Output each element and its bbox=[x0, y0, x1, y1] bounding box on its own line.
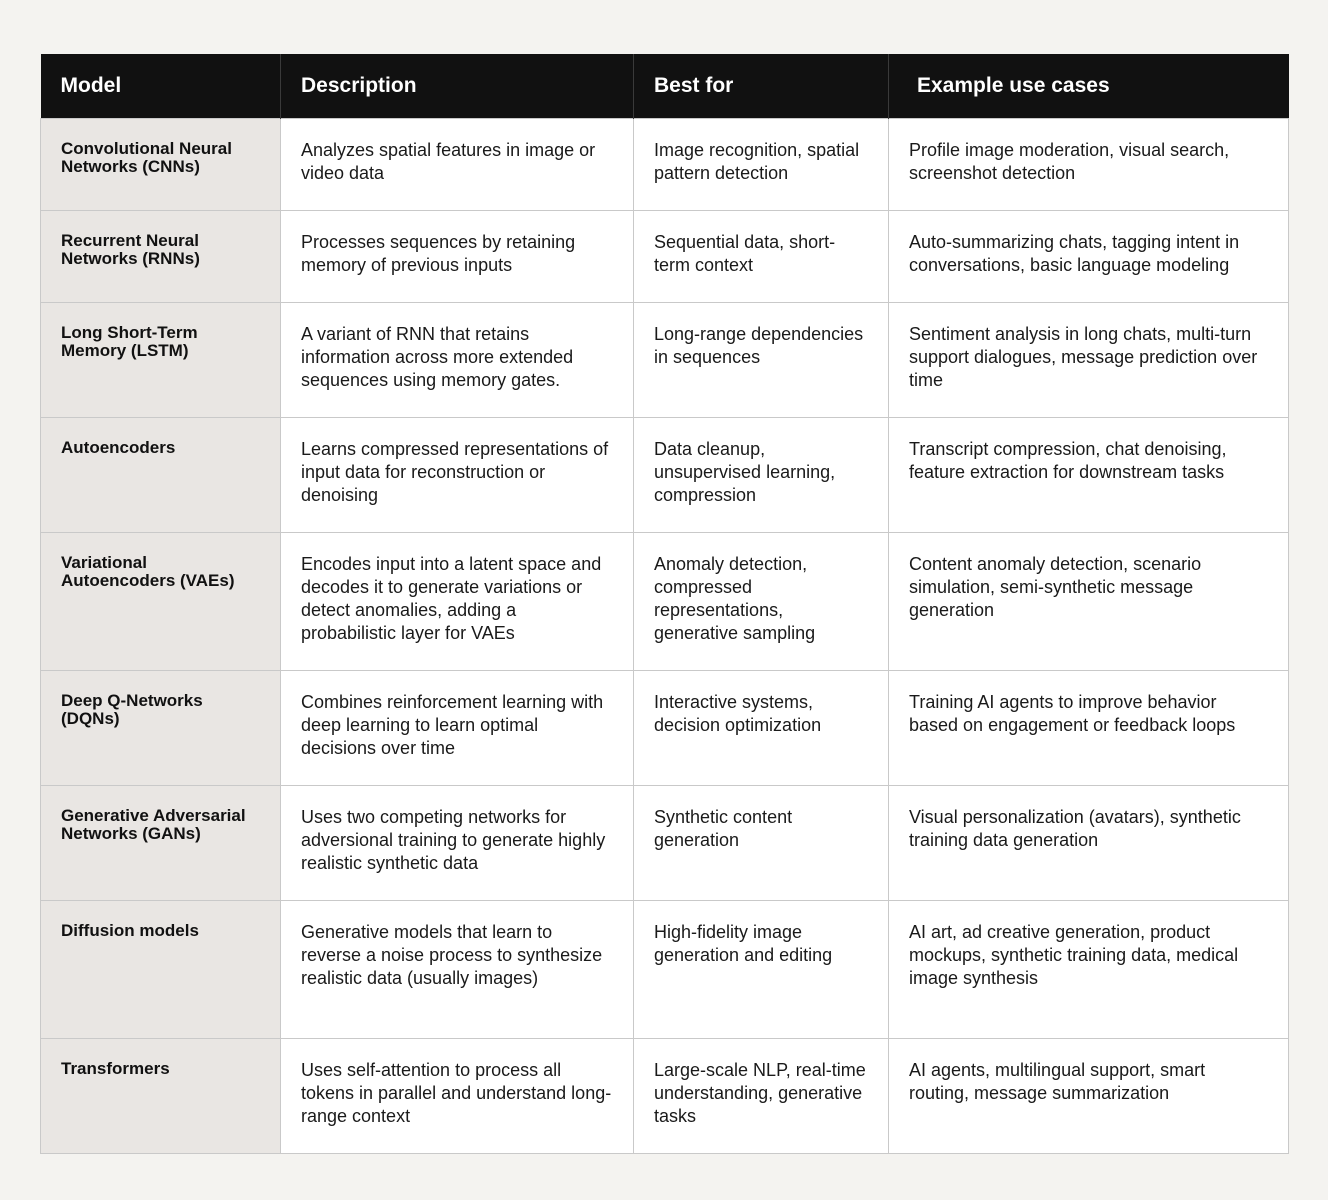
table-row bbox=[41, 1039, 1289, 1154]
cell-best-for: Data cleanup, unsupervised learning, compression bbox=[634, 418, 889, 533]
table-row bbox=[41, 786, 1289, 901]
cell-best-for: Sequential data, short-term context bbox=[634, 211, 889, 303]
models-table bbox=[40, 54, 1289, 1154]
cell-use-cases: AI art, ad creative generation, product mockups, synthetic training data, medical image synthesis bbox=[889, 901, 1289, 1039]
cell-model: Generative Adversarial Networks (GANs) bbox=[41, 786, 281, 901]
cell-description: Encodes input into a latent space and decodes it to generate variations or detect anomalies, adding a probabilistic layer for VAEs bbox=[281, 533, 634, 671]
header-row bbox=[41, 54, 1289, 119]
cell-description: Analyzes spatial features in image or video data bbox=[281, 119, 634, 211]
cell-use-cases: Visual personalization (avatars), synthetic training data generation bbox=[889, 786, 1289, 901]
table-row bbox=[41, 533, 1289, 671]
cell-use-cases: Sentiment analysis in long chats, multi-turn support dialogues, message prediction over time bbox=[889, 303, 1289, 418]
cell-model: Autoencoders bbox=[41, 418, 281, 533]
cell-use-cases: Auto-summarizing chats, tagging intent in conversations, basic language modeling bbox=[889, 211, 1289, 303]
cell-best-for: Anomaly detection, compressed representations, generative sampling bbox=[634, 533, 889, 671]
header-example-use-cases: Example use cases bbox=[889, 54, 1289, 119]
cell-best-for: Image recognition, spatial pattern detection bbox=[634, 119, 889, 211]
cell-description: Learns compressed representations of input data for reconstruction or denoising bbox=[281, 418, 634, 533]
cell-model: Long Short-Term Memory (LSTM) bbox=[41, 303, 281, 418]
table-row bbox=[41, 901, 1289, 1039]
table-header bbox=[41, 54, 1289, 119]
header-best-for: Best for bbox=[634, 54, 889, 119]
table-row bbox=[41, 671, 1289, 786]
table-row bbox=[41, 418, 1289, 533]
cell-best-for: Synthetic content generation bbox=[634, 786, 889, 901]
cell-model: Variational Autoencoders (VAEs) bbox=[41, 533, 281, 671]
models-table-container bbox=[40, 54, 1288, 1154]
cell-best-for: Interactive systems, decision optimization bbox=[634, 671, 889, 786]
cell-model: Convolutional Neural Networks (CNNs) bbox=[41, 119, 281, 211]
cell-best-for: High-fidelity image generation and editing bbox=[634, 901, 889, 1039]
cell-use-cases: Profile image moderation, visual search, screenshot detection bbox=[889, 119, 1289, 211]
header-model: Model bbox=[41, 54, 281, 119]
cell-description: Processes sequences by retaining memory of previous inputs bbox=[281, 211, 634, 303]
cell-use-cases: Transcript compression, chat denoising, feature extraction for downstream tasks bbox=[889, 418, 1289, 533]
cell-description: Generative models that learn to reverse a noise process to synthesize realistic data (usually images) bbox=[281, 901, 634, 1039]
cell-use-cases: Content anomaly detection, scenario simulation, semi-synthetic message generation bbox=[889, 533, 1289, 671]
cell-model: Deep Q-Networks (DQNs) bbox=[41, 671, 281, 786]
header-description: Description bbox=[281, 54, 634, 119]
cell-best-for: Long-range dependencies in sequences bbox=[634, 303, 889, 418]
cell-description: Combines reinforcement learning with deep learning to learn optimal decisions over time bbox=[281, 671, 634, 786]
cell-description: Uses two competing networks for adversional training to generate highly realistic synthetic data bbox=[281, 786, 634, 901]
cell-description: A variant of RNN that retains information across more extended sequences using memory gates. bbox=[281, 303, 634, 418]
cell-use-cases: AI agents, multilingual support, smart routing, message summarization bbox=[889, 1039, 1289, 1154]
table-row bbox=[41, 119, 1289, 211]
table-row bbox=[41, 211, 1289, 303]
cell-model: Transformers bbox=[41, 1039, 281, 1154]
table-body bbox=[41, 119, 1289, 1154]
table-row bbox=[41, 303, 1289, 418]
cell-description: Uses self-attention to process all tokens in parallel and understand long-range context bbox=[281, 1039, 634, 1154]
cell-best-for: Large-scale NLP, real-time understanding, generative tasks bbox=[634, 1039, 889, 1154]
cell-model: Recurrent Neural Networks (RNNs) bbox=[41, 211, 281, 303]
cell-model: Diffusion models bbox=[41, 901, 281, 1039]
cell-use-cases: Training AI agents to improve behavior based on engagement or feedback loops bbox=[889, 671, 1289, 786]
